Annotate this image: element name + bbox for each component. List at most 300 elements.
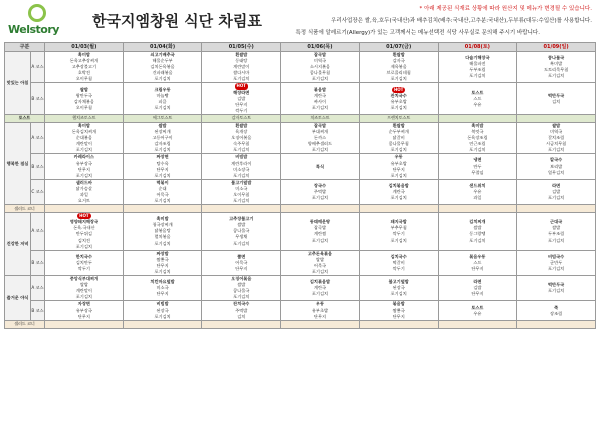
notice-change: * 아래 제공된 식재료 상황에 따라 원산지 및 메뉴가 변경될 수 있습니다. — [419, 6, 592, 12]
menu-item: 김치돈육볶음 — [150, 64, 175, 70]
menu-item: 된장찌개 — [154, 129, 171, 135]
menu-item: 쌀밥 — [315, 256, 325, 262]
menu-cell — [202, 179, 281, 204]
menu-item: 크림우동 — [154, 86, 171, 92]
menu-item: 포기김치 — [311, 237, 329, 243]
menu-cell — [438, 52, 517, 83]
day-header: 01/06(목) — [281, 43, 360, 52]
menu-cell — [202, 213, 281, 251]
menu-item: 만두 — [473, 163, 482, 169]
menu-cell — [517, 154, 596, 179]
menu-item: 포기김치 — [548, 195, 565, 201]
stripe-cell: 치즈토스트 — [281, 114, 360, 122]
menu-item: 돈육고추장찌개 — [69, 58, 99, 64]
menu-item: 흑미밥 — [471, 122, 484, 128]
stripe-cell — [517, 205, 596, 213]
menu-item: 시금치무침 — [546, 141, 567, 147]
menu-item: 계란말이 — [233, 64, 250, 70]
menu-item: 잡곡밥 — [313, 52, 327, 57]
menu-item: 유부초밥 — [390, 98, 407, 104]
menu-item: 깍두기 — [77, 265, 90, 271]
course-label: B 코스 — [31, 250, 45, 275]
menu-item: 계란말이 — [75, 288, 92, 294]
menu-item: 해물파전 — [469, 61, 486, 67]
menu-item: 미역국 — [313, 58, 327, 64]
menu-item: 포기김치 — [154, 104, 171, 110]
menu-item: 갈치조림 — [548, 135, 565, 141]
night-b-row — [5, 301, 596, 320]
menu-item: 순대 — [158, 185, 167, 191]
menu-item: 포기김치 — [390, 237, 407, 243]
menu-item: 흰쌀밥 — [235, 52, 248, 57]
menu-cell — [281, 276, 360, 301]
menu-item: 다슬기해장국 — [465, 55, 490, 61]
menu-cell — [438, 276, 517, 301]
menu-item: 단무지 — [156, 291, 169, 297]
menu-item: 쌀밥 — [473, 225, 482, 231]
menu-item: 고추장불고기 — [71, 64, 96, 70]
menu-item: 흑미밥 — [156, 216, 169, 222]
menu-item: 치킨마요덮밥 — [150, 279, 175, 285]
menu-item: 포기김치 — [233, 76, 250, 82]
menu-cell — [281, 250, 360, 275]
menu-item: 단무지 — [156, 166, 169, 172]
menu-cell — [45, 213, 124, 251]
menu-item: 우유 — [473, 188, 482, 194]
menu-cell — [202, 276, 281, 301]
stripe-cell — [281, 205, 360, 213]
menu-item: 포기김치 — [548, 147, 565, 153]
menu-item: 흰쌀밥 — [392, 52, 405, 57]
menu-item: 쌀밥 — [79, 86, 88, 92]
course-label: B 코스 — [31, 83, 45, 114]
menu-cell — [123, 301, 202, 320]
menu-item: 냉면 — [473, 157, 482, 163]
menu-item: 김치볶음밥 — [309, 279, 331, 285]
menu-item: 쇠고기배추국 — [150, 52, 175, 57]
menu-item: 단무지 — [235, 265, 248, 271]
menu-item: 단무지 — [471, 265, 484, 271]
menu-item: 계란말이 — [75, 141, 92, 147]
menu-item: 포기김치 — [548, 288, 565, 294]
stripe-cell: 감자토스트 — [202, 114, 281, 122]
stripe-cell — [202, 320, 281, 328]
stripe-cell: 햄치즈토스트 — [45, 114, 124, 122]
stripe-cell: 에그토스트 — [123, 114, 202, 122]
menu-cell — [359, 179, 438, 204]
menu-item: 영양돼지해장국 — [69, 219, 99, 225]
stripe-cell — [438, 205, 517, 213]
menu-item: 김밥 — [552, 188, 561, 194]
menu-item: 오이무침 — [75, 104, 92, 110]
stripe-cell — [281, 320, 360, 328]
menu-item: 우유 — [473, 310, 482, 316]
menu-item: 포기김치 — [154, 198, 171, 204]
menu-item: 짜사이 — [313, 98, 327, 104]
menu-item: 포기김치 — [75, 172, 92, 178]
menu-item: 포기김치 — [154, 172, 171, 178]
menu-cell — [123, 83, 202, 114]
menu-item: 칼국수 — [550, 157, 563, 163]
course-label: A 코스 — [31, 213, 45, 251]
menu-item: 오이무침 — [75, 76, 92, 82]
menu-cell — [438, 213, 517, 251]
stripe-cell — [517, 114, 596, 122]
menu-item: 흑미밥 — [550, 61, 563, 67]
menu-cell — [45, 301, 124, 320]
menu-item: 과일 — [473, 195, 482, 201]
menu-item: 무생채 — [235, 234, 248, 240]
menu-item: 볶음우동 — [469, 253, 486, 259]
day-header: 01/08(토) — [438, 43, 517, 52]
menu-item: 계란국 — [313, 285, 327, 291]
menu-cell — [123, 52, 202, 83]
menu-item: 동태탕 — [235, 58, 248, 64]
menu-item: 콩나물무침 — [309, 70, 331, 76]
lunch-c-row — [5, 179, 596, 204]
menu-item: 고추장불고기 — [229, 216, 254, 222]
course-label: A 코스 — [31, 122, 45, 153]
menu-item: 돈육장조림 — [467, 135, 488, 141]
menu-item: 불고기덮밥 — [388, 279, 409, 285]
menu-item: 계란국 — [392, 188, 405, 194]
menu-item: 단무지 — [77, 166, 90, 172]
menu-item: 샐러드바 — [75, 179, 92, 185]
menu-item: 흰쌀밥 — [235, 122, 248, 128]
menu-item: 닭볶음탕 — [154, 228, 171, 234]
menu-cell — [202, 52, 281, 83]
menu-item: 미소장국 — [233, 166, 250, 172]
menu-item: 스프 — [473, 95, 482, 101]
menu-item: 양배추샐러드 — [307, 141, 333, 147]
menu-item: 마늘빵 — [156, 92, 169, 98]
hot-badge: HOT — [393, 86, 404, 92]
menu-item: 브로콜리데침 — [386, 70, 411, 76]
menu-cell — [281, 83, 360, 114]
menu-item: 포기김치 — [154, 313, 171, 319]
menu-cell — [517, 213, 596, 251]
day-header: 01/05(수) — [202, 43, 281, 52]
menu-cell — [45, 250, 124, 275]
menu-item: 쌀밥 — [552, 225, 561, 231]
menu-item: 김치국수 — [390, 253, 407, 259]
menu-cell — [123, 276, 202, 301]
menu-item: 청국장찌개 — [152, 222, 173, 228]
menu-cell — [202, 250, 281, 275]
stripe-cell — [45, 205, 124, 213]
menu-item: 포기김치 — [311, 147, 329, 153]
menu-item: 단무지 — [313, 313, 327, 319]
page-title: 한국지엠창원 식단 차림표 — [92, 12, 262, 30]
menu-item: 장조림 — [550, 310, 563, 316]
menu-cell — [281, 301, 360, 320]
menu-item: 잔치국수 — [390, 92, 407, 98]
menu-item: 콩나물국 — [233, 288, 250, 294]
stripe-cell — [123, 320, 202, 328]
menu-item: 유부장국 — [75, 160, 92, 166]
course-label: A 코스 — [31, 52, 45, 83]
menu-item: 단무지 — [471, 291, 484, 297]
menu-item: 미역국 — [550, 129, 563, 135]
stripe-cell: 프렌치토스트 — [359, 114, 438, 122]
menu-item: 콩나물무침 — [388, 141, 409, 147]
menu-item: 해장라면 — [233, 89, 250, 95]
menu-item: 김치찌개 — [469, 219, 486, 225]
menu-cell — [281, 179, 360, 204]
menu-item: 감자조림 — [154, 141, 171, 147]
menu-item: 포기김치 — [469, 237, 486, 243]
menu-item: 포기김치 — [548, 73, 565, 79]
menu-item: 비빔밥 — [235, 154, 248, 160]
day-header: 01/07(금) — [359, 43, 438, 52]
menu-cell — [45, 52, 124, 83]
day-header: 01/03(월) — [45, 43, 124, 52]
menu-item: 보리밥 — [550, 163, 563, 169]
hot-badge: HOT — [236, 83, 247, 89]
lunch-b-row — [5, 154, 596, 179]
menu-item: 김치 — [237, 313, 246, 319]
menu-cell — [123, 250, 202, 275]
menu-item: 김치전 — [77, 237, 90, 243]
menu-item: 열무김치 — [548, 169, 565, 175]
menu-cell — [359, 154, 438, 179]
menu-item: 포기김치 — [390, 76, 407, 82]
menu-item: 계란국 — [313, 92, 327, 98]
menu-item: 포기김치 — [154, 240, 171, 246]
menu-item: 동태매운탕 — [309, 219, 331, 225]
menu-item: 떡볶이 — [156, 179, 169, 185]
menu-item: 포기김치 — [154, 147, 171, 153]
menu-item: 어묵국 — [156, 191, 169, 197]
menu-item: 과일 — [79, 191, 88, 197]
menu-item: 김치만두 — [75, 259, 92, 265]
menu-cell — [517, 179, 596, 204]
menu-item: 된장국 — [392, 285, 405, 291]
dinner-b-row — [5, 250, 596, 275]
menu-item: 떡갈비 — [392, 259, 405, 265]
notice-allergy: 특정 식품에 알레르기(Allergy)가 있는 고객께서는 메뉴선택전 식당 사무실로 문의해 주시기 바랍니다. — [295, 30, 540, 36]
stripe-label: 샐러드 코너 — [5, 320, 45, 328]
menu-item: 감자채볶음 — [73, 98, 94, 104]
menu-cell — [202, 154, 281, 179]
menu-cell — [281, 122, 360, 153]
stripe-cell — [359, 320, 438, 328]
menu-item: 해물순두부 — [152, 58, 173, 64]
menu-cell — [517, 83, 596, 114]
menu-item: 라면 — [552, 182, 561, 188]
menu-item: 단무지 — [392, 313, 405, 319]
menu-item: 포기김치 — [311, 104, 329, 110]
menu-item: 깍두기 — [392, 265, 405, 271]
menu-cell — [281, 213, 360, 251]
menu-item: 단무지 — [392, 166, 405, 172]
dinner-a-row — [5, 213, 596, 251]
menu-item: 쌀밥 — [552, 122, 561, 128]
menu-item: 짬뽕국 — [392, 307, 405, 313]
menu-item: 포기김치 — [154, 76, 171, 82]
menu-item: 볶음밥 — [392, 301, 405, 307]
menu-item: 쫄면 — [237, 253, 246, 259]
menu-item: 고등어구이 — [152, 135, 173, 141]
welstory-logo — [8, 4, 68, 36]
salad-row-lunch — [5, 205, 596, 213]
menu-item: 콩나물국 — [233, 228, 250, 234]
menu-item: 쌀밥 — [158, 122, 167, 128]
menu-item: 미소국 — [235, 185, 248, 191]
menu-item: 라면 — [473, 279, 482, 285]
menu-item: 무절임 — [471, 169, 484, 175]
menu-item: 잡곡밥 — [313, 225, 327, 231]
breakfast-a-row — [5, 52, 596, 83]
menu-item: 포기김치 — [75, 147, 92, 153]
menu-item: 순두부찌개 — [388, 129, 409, 135]
menu-cell — [45, 83, 124, 114]
menu-cell — [359, 83, 438, 114]
menu-item: 흑미밥 — [77, 122, 90, 128]
course-label: B 코스 — [31, 301, 45, 320]
menu-cell — [281, 154, 360, 179]
menu-item: 포기김치 — [390, 147, 407, 153]
menu-cell — [517, 250, 596, 275]
menu-cell — [438, 122, 517, 153]
menu-item: 포기김치 — [390, 172, 407, 178]
logo-text: Welstory — [8, 23, 59, 36]
menu-item: 유부초밥 — [311, 307, 329, 313]
menu-item: 포기김치 — [75, 243, 92, 249]
hot-badge: HOT — [79, 213, 89, 219]
breakfast-b-row — [5, 83, 596, 114]
menu-cell — [45, 276, 124, 301]
menu-item: 호박전 — [77, 70, 90, 76]
menu-item: 깍두기 — [392, 231, 405, 237]
menu-item: 도토리묵무침 — [543, 67, 569, 73]
menu-cell — [438, 154, 517, 179]
menu-item: 우동 — [315, 301, 325, 307]
menu-table — [4, 42, 596, 329]
menu-cell — [123, 179, 202, 204]
menu-cell — [45, 179, 124, 204]
menu-item: 포기김치 — [469, 73, 486, 79]
menu-item: 고추돈육볶음 — [307, 250, 333, 256]
menu-item: 포기김치 — [548, 265, 565, 271]
menu-item: 유부초밥 — [390, 160, 407, 166]
menu-item: 포기김치 — [469, 147, 486, 153]
menu-item: 포기김치 — [233, 294, 250, 300]
menu-item: 돈까스 — [313, 135, 327, 141]
col-label: 구분 — [5, 43, 45, 52]
menu-item: 건파래볶음 — [152, 70, 173, 76]
menu-item: 어묵국 — [235, 259, 248, 265]
menu-item: 오이무침 — [233, 191, 250, 197]
logo-circle-icon — [28, 4, 46, 22]
menu-cell — [359, 213, 438, 251]
menu-item: 깍두기 — [235, 107, 248, 113]
menu-item: 콩나물국 — [548, 55, 565, 61]
menu-cell — [438, 83, 517, 114]
menu-cell — [359, 250, 438, 275]
menu-item: 포기김치 — [75, 294, 92, 300]
menu-item: 토스트 — [471, 304, 484, 310]
menu-item: 북엇국 — [471, 129, 484, 135]
notice-origin: 우리사업장은 쌀,육,호두(국내산)과 배추김치(배추:국내산,고추분:국내산),두부류(대두:수입산)를 사용합니다. — [331, 18, 592, 24]
day-header: 01/09(일) — [517, 43, 596, 52]
menu-item: 포기김치 — [233, 198, 250, 204]
menu-cell — [123, 213, 202, 251]
menu-item: 김치볶음밥 — [388, 182, 409, 188]
menu-item: 포기김치 — [548, 237, 565, 243]
menu-item: 피클 — [158, 98, 167, 104]
stripe-cell — [438, 114, 517, 122]
stripe-label: 샐러드 코너 — [5, 205, 45, 213]
meal-label: 건강한 저녁 — [5, 213, 31, 276]
stripe-cell — [359, 205, 438, 213]
menu-item: 한치국수 — [75, 253, 92, 259]
menu-item: 닭가슴살 — [75, 185, 92, 191]
menu-item: 돈육.국내산 — [73, 225, 95, 231]
menu-cell — [202, 301, 281, 320]
menu-item: 왕만두국 — [75, 92, 92, 98]
menu-cell — [281, 52, 360, 83]
menu-item: 포기김치 — [311, 195, 329, 201]
menu-item: 소시지볶음 — [309, 64, 331, 70]
meal-label: 맛있는 아침 — [5, 52, 31, 115]
menu-cell — [123, 154, 202, 179]
day-header-row — [5, 43, 596, 52]
menu-item: 토스트 — [471, 89, 484, 95]
menu-item: 죽 — [554, 304, 559, 310]
menu-item: 카레라이스 — [73, 154, 94, 160]
stripe-cell — [438, 320, 517, 328]
stripe-cell — [517, 320, 596, 328]
menu-item: 요거트 — [77, 198, 90, 204]
menu-item: 쌀밥 — [237, 222, 246, 228]
lunch-a-row — [5, 122, 596, 153]
menu-item: 짜장밥 — [156, 250, 169, 256]
menu-item: 두부조림 — [548, 231, 565, 237]
menu-item: 우동 — [394, 154, 403, 160]
menu-item: 연근조림 — [469, 141, 486, 147]
menu-item: 특식 — [315, 163, 325, 169]
meal-label: 즐거운 야식 — [5, 276, 31, 321]
menu-cell — [438, 301, 517, 320]
menu-item: 김밥 — [473, 285, 482, 291]
menu-item: 근대국 — [550, 219, 563, 225]
menu-cell — [517, 301, 596, 320]
menu-item: 포기김치 — [154, 269, 171, 274]
menu-item: 순대볶음 — [75, 135, 92, 141]
course-label: A 코스 — [31, 276, 45, 301]
menu-item: 김치 — [552, 98, 561, 104]
menu-item: 짬뽕국 — [156, 256, 169, 262]
menu-cell — [359, 52, 438, 83]
menu-item: 잡곡밥 — [313, 122, 327, 128]
menu-item: 단무지 — [156, 262, 169, 268]
menu-item: 만두튀김 — [75, 231, 92, 237]
menu-item: 단무지 — [77, 313, 90, 319]
menu-item: 비빔국수 — [548, 253, 565, 259]
meal-label: 행복한 점심 — [5, 122, 31, 204]
menu-item: 단무지 — [235, 101, 248, 107]
menu-item: 부추무침 — [390, 225, 407, 231]
menu-cell — [517, 122, 596, 153]
course-label: B 코스 — [31, 154, 45, 179]
menu-item: 포기김치 — [311, 269, 329, 274]
menu-item: 중앙식부대찌개 — [69, 276, 99, 282]
menu-item: 군만두 — [550, 259, 563, 265]
menu-cell — [45, 122, 124, 153]
menu-cell — [123, 122, 202, 153]
stripe-label: 토스트 — [5, 114, 45, 122]
